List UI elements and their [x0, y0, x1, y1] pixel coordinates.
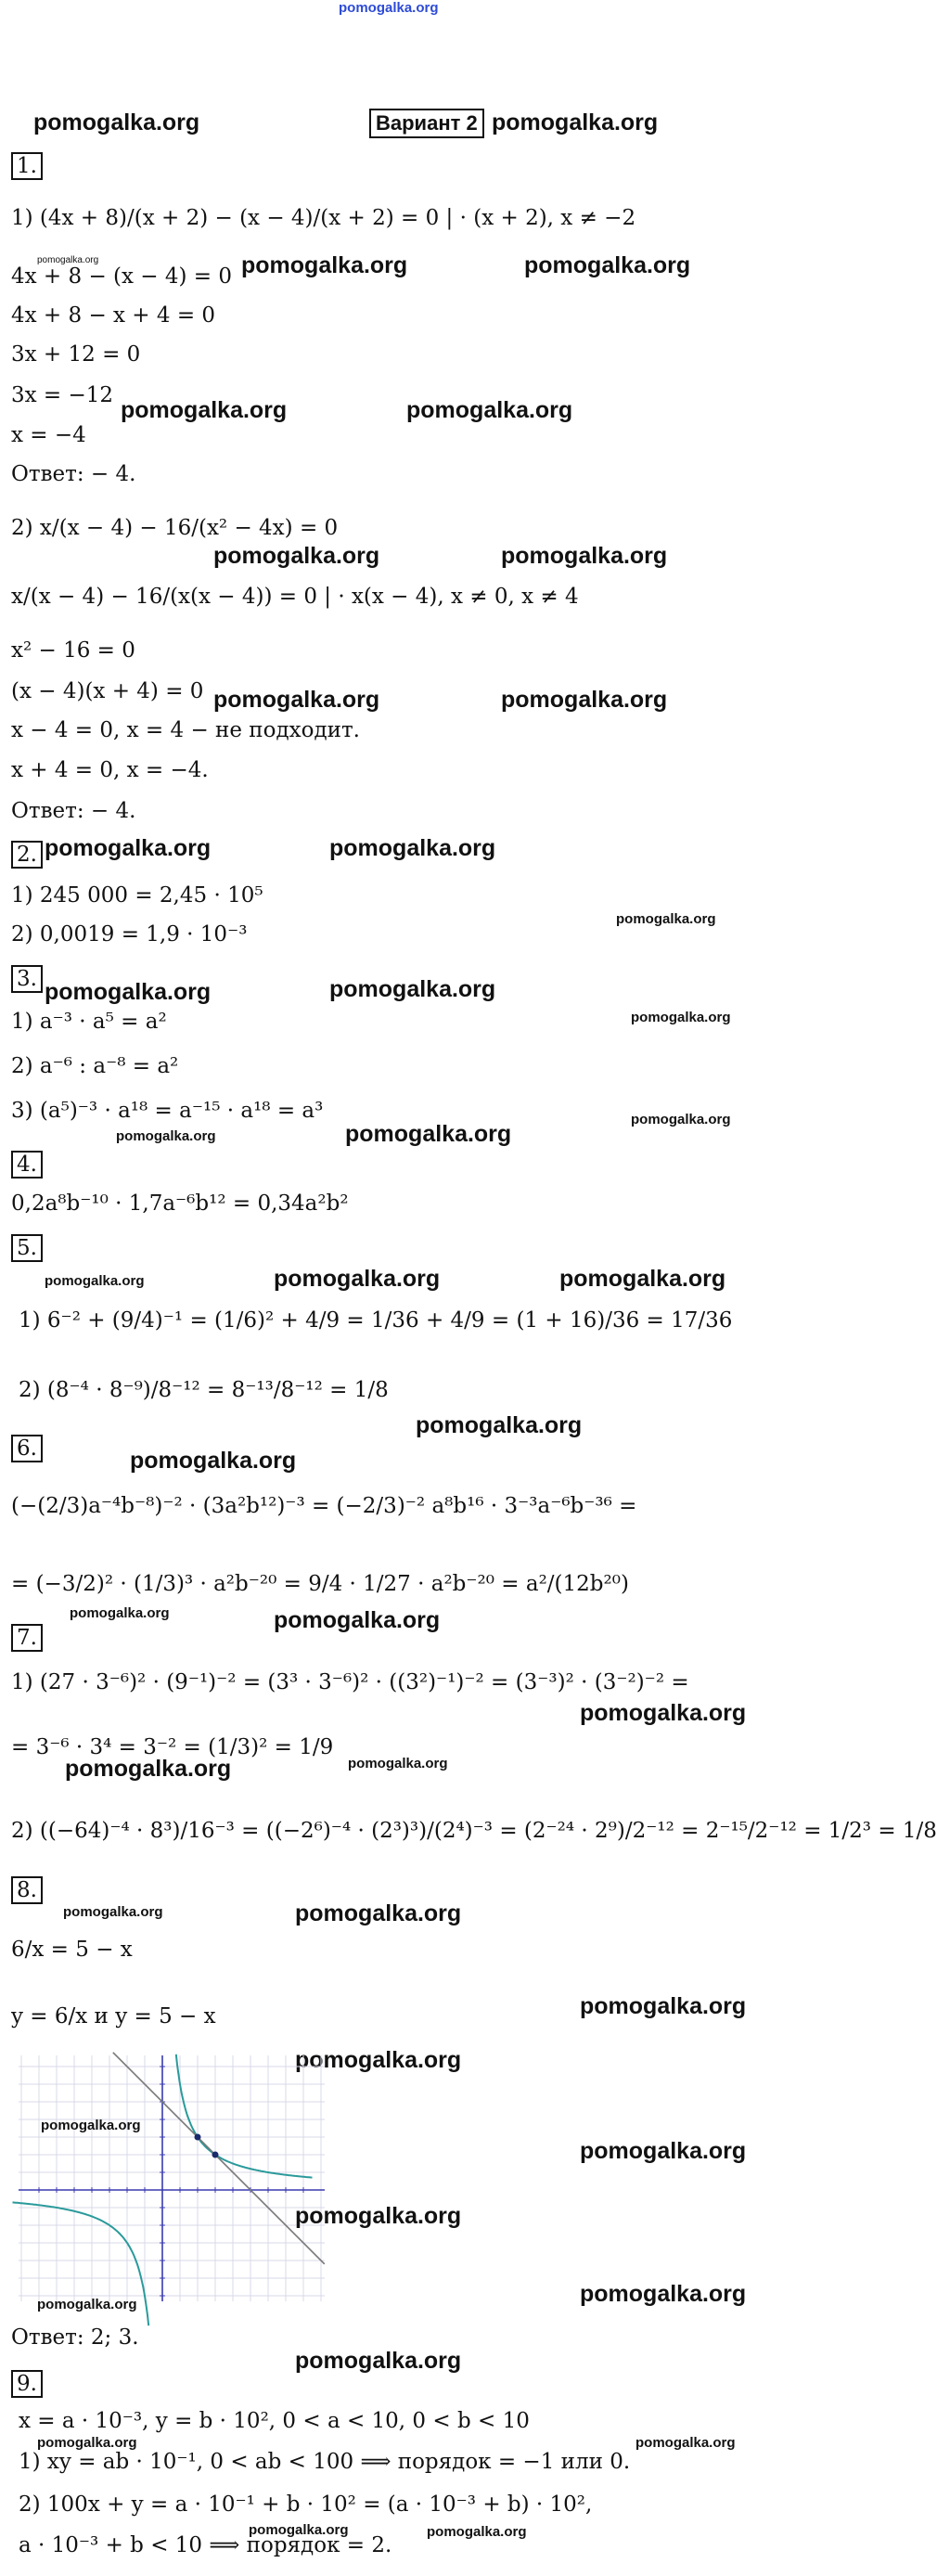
watermark: pomogalka.org — [121, 397, 288, 423]
watermark: pomogalka.org — [274, 1266, 441, 1292]
watermark: pomogalka.org — [501, 687, 668, 713]
task-number: 3. — [11, 965, 43, 993]
watermark: pomogalka.org — [616, 911, 716, 927]
solution-line: 2) ((−64)⁻⁴ · 8³)/16⁻³ = ((−2⁶)⁻⁴ · (2³)³)/(2⁴)⁻³ = (2⁻²⁴ · 2⁹)/2⁻¹² = 2⁻¹⁵/2⁻¹² = 1/2³ = 1/8 — [11, 1819, 937, 1843]
watermark: pomogalka.org — [345, 1121, 512, 1147]
watermark: pomogalka.org — [41, 2118, 141, 2133]
solution-line: x² − 16 = 0 — [11, 638, 135, 663]
task-number: 1. — [11, 152, 43, 180]
solution-line: 1) 245 000 = 2,45 · 10⁵ — [11, 883, 263, 908]
graph — [19, 2055, 325, 2301]
watermark: pomogalka.org — [37, 2297, 137, 2312]
answer: Ответ: − 4. — [11, 462, 136, 486]
solution-line: x = −4 — [11, 423, 86, 447]
watermark: pomogalka.org — [130, 1448, 297, 1474]
solution-line: (−(2/3)a⁻⁴b⁻⁸)⁻² · (3a²b¹²)⁻³ = (−2/3)⁻² a⁸b¹⁶ · 3⁻³a⁻⁶b⁻³⁶ = — [11, 1494, 637, 1518]
watermark: pomogalka.org — [274, 1607, 441, 1633]
watermark: pomogalka.org — [213, 687, 380, 713]
watermark: pomogalka.org — [65, 1756, 232, 1782]
watermark: pomogalka.org — [580, 2281, 747, 2307]
watermark: pomogalka.org — [580, 1993, 747, 2019]
watermark: pomogalka.org — [295, 2047, 462, 2073]
solution-line: x − 4 = 0, x = 4 − не подходит. — [11, 718, 360, 742]
watermark: pomogalka.org — [70, 1605, 170, 1621]
watermark: pomogalka.org — [33, 109, 200, 135]
task-number: 4. — [11, 1151, 43, 1179]
solution-line: 2) 0,0019 = 1,9 · 10⁻³ — [11, 922, 248, 947]
solution-line: 1) xy = ab · 10⁻¹, 0 < ab < 100 ⟹ порядок = −1 или 0. — [19, 2450, 631, 2474]
solution-line: (x − 4)(x + 4) = 0 — [11, 679, 204, 703]
watermark: pomogalka.org — [37, 255, 99, 265]
watermark: pomogalka.org — [406, 397, 573, 423]
watermark: pomogalka.org — [249, 2522, 349, 2538]
answer: Ответ: − 4. — [11, 799, 136, 823]
task-number: 9. — [11, 2370, 43, 2398]
watermark: pomogalka.org — [241, 252, 408, 278]
watermark: pomogalka.org — [501, 543, 668, 569]
graph-axes — [19, 2055, 325, 2301]
task-number: 5. — [11, 1234, 43, 1262]
watermark: pomogalka.org — [631, 1010, 731, 1025]
task-number: 2. — [11, 841, 43, 869]
solution-line: 1) a⁻³ · a⁵ = a² — [11, 1010, 167, 1034]
solution-line: a · 10⁻³ + b < 10 ⟹ порядок = 2. — [19, 2533, 392, 2557]
task-number: 7. — [11, 1624, 43, 1652]
solution-line: = (−3/2)² · (1/3)³ · a²b⁻²⁰ = 9/4 · 1/27 · a²b⁻²⁰ = a²/(12b²⁰) — [11, 1572, 629, 1596]
solution-line: 2) x/(x − 4) − 16/(x² − 4x) = 0 — [11, 516, 339, 540]
solution-line: x + 4 = 0, x = −4. — [11, 758, 209, 782]
solution-line: 4x + 8 − (x − 4) = 0 — [11, 264, 232, 289]
solution-line: 3x + 12 = 0 — [11, 342, 141, 367]
answer: Ответ: 2; 3. — [11, 2325, 139, 2350]
hyperbola-right-branch — [176, 2054, 313, 2178]
task-number: 8. — [11, 1876, 43, 1904]
graph-curves — [13, 2053, 325, 2325]
graph-grid — [19, 2055, 325, 2301]
watermark: pomogalka.org — [63, 1904, 163, 1920]
watermark: pomogalka.org — [348, 1756, 448, 1771]
intersection-point — [195, 2134, 201, 2141]
solution-line: x = a · 10⁻³, y = b · 10², 0 < a < 10, 0 < b < 10 — [19, 2409, 530, 2433]
solution-line: y = 6/x и y = 5 − x — [11, 2004, 216, 2029]
watermark: pomogalka.org — [524, 252, 691, 278]
watermark: pomogalka.org — [213, 543, 380, 569]
watermark: pomogalka.org — [492, 109, 659, 135]
watermark: pomogalka.org — [295, 1900, 462, 1926]
watermark: pomogalka.org — [329, 835, 496, 861]
variant-label: Вариант 2 — [369, 109, 484, 138]
task-number: 6. — [11, 1435, 43, 1462]
watermark: pomogalka.org — [37, 2435, 137, 2451]
watermark: pomogalka.org — [559, 1266, 726, 1292]
watermark: pomogalka.org — [45, 979, 212, 1005]
watermark: pomogalka.org — [580, 2138, 747, 2164]
watermark: pomogalka.org — [45, 835, 212, 861]
watermark: pomogalka.org — [416, 1412, 583, 1438]
solution-line: 0,2a⁸b⁻¹⁰ · 1,7a⁻⁶b¹² = 0,34a²b² — [11, 1191, 349, 1216]
solution-line: 2) (8⁻⁴ · 8⁻⁹)/8⁻¹² = 8⁻¹³/8⁻¹² = 1/8 — [19, 1378, 389, 1402]
solution-line: 6/x = 5 − x — [11, 1938, 133, 1962]
watermark: pomogalka.org — [116, 1128, 216, 1144]
solution-line: 1) (4x + 8)/(x + 2) − (x − 4)/(x + 2) = 0 | · (x + 2), x ≠ −2 — [11, 206, 636, 230]
solution-line: 3) (a⁵)⁻³ · a¹⁸ = a⁻¹⁵ · a¹⁸ = a³ — [11, 1099, 324, 1123]
watermark: pomogalka.org — [635, 2435, 736, 2451]
solution-line: 3x = −12 — [11, 383, 114, 407]
watermark: pomogalka.org — [329, 976, 496, 1002]
watermark: pomogalka.org — [631, 1112, 731, 1127]
solution-line: x/(x − 4) − 16/(x(x − 4)) = 0 | · x(x − 4), x ≠ 0, x ≠ 4 — [11, 585, 579, 609]
solution-line: 2) a⁻⁶ : a⁻⁸ = a² — [11, 1054, 179, 1078]
top-link[interactable]: pomogalka.org — [339, 0, 439, 16]
solution-line: 4x + 8 − x + 4 = 0 — [11, 303, 216, 328]
watermark: pomogalka.org — [427, 2524, 527, 2540]
solution-line: 1) 6⁻² + (9/4)⁻¹ = (1/6)² + 4/9 = 1/36 + 4/9 = (1 + 16)/36 = 17/36 — [19, 1308, 733, 1333]
intersection-point — [212, 2152, 219, 2158]
watermark: pomogalka.org — [580, 1700, 747, 1726]
solution-line: 1) (27 · 3⁻⁶)² · (9⁻¹)⁻² = (3³ · 3⁻⁶)² · ((3²)⁻¹)⁻² = (3⁻³)² · (3⁻²)⁻² = — [11, 1670, 689, 1694]
watermark: pomogalka.org — [295, 2348, 462, 2374]
solution-line: 2) 100x + y = a · 10⁻¹ + b · 10² = (a · 10⁻³ + b) · 10², — [19, 2492, 593, 2517]
watermark: pomogalka.org — [45, 1273, 145, 1289]
watermark: pomogalka.org — [295, 2203, 462, 2229]
solution-line: = 3⁻⁶ · 3⁴ = 3⁻² = (1/3)² = 1/9 — [11, 1735, 334, 1759]
